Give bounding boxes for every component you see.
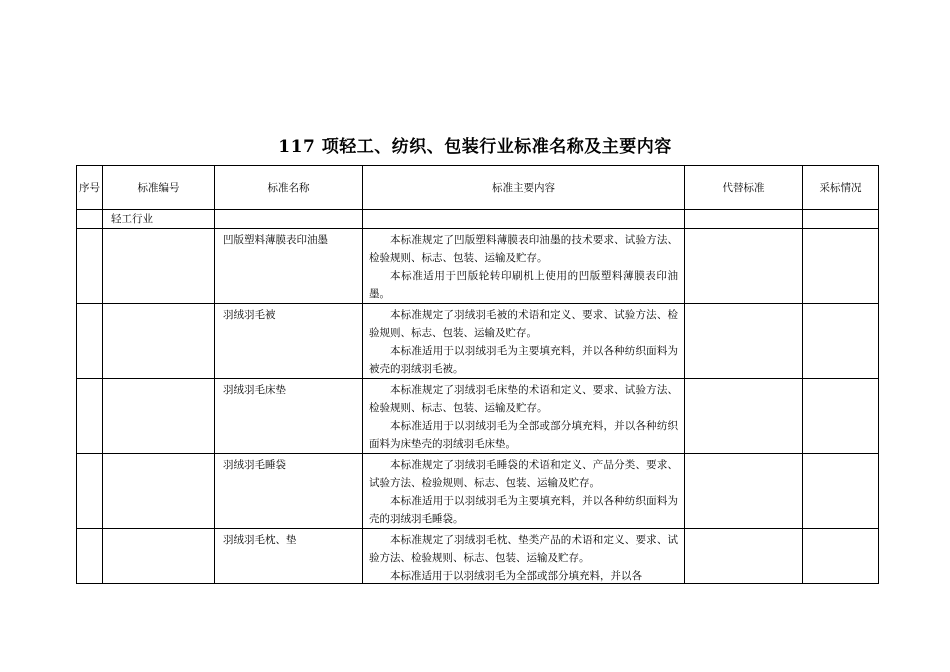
standard-content [363,304,685,379]
table-row [77,229,879,304]
header-adoption-status: 采标情况 [803,166,879,210]
standards-table [76,165,879,584]
category-label: 轻工行业 [103,210,215,229]
standard-name: 羽绒羽毛被 [215,304,363,379]
table-header-row [77,166,879,210]
table-row [77,304,879,379]
table-row [77,454,879,529]
content-applicability-paragraph: 本标准适用于以羽绒羽毛为主要填充料，并以各种纺织面料为被壳的羽绒羽毛被。 [369,345,678,375]
category-row [77,210,879,229]
table-row [77,379,879,454]
content-scope-paragraph: 本标准规定了羽绒羽毛枕、垫类产品的术语和定义、要求、试验方法、检验规则、标志、包装、运输及贮存。 [369,534,678,564]
content-applicability-paragraph: 本标准适用于以羽绒羽毛为全部或部分填充料，并以各种纺织面料为床垫壳的羽绒羽毛床垫。 [369,420,678,450]
header-seq: 序号 [77,166,103,210]
standard-name: 羽绒羽毛睡袋 [215,454,363,529]
standard-content [363,529,685,584]
header-replaced-standard: 代替标准 [685,166,803,210]
standard-content [363,229,685,304]
standard-name: 凹版塑料薄膜表印油墨 [215,229,363,304]
content-scope-paragraph: 本标准规定了羽绒羽毛床垫的术语和定义、要求、试验方法、检验规则、标志、包装、运输及贮存。 [369,384,678,414]
header-standard-code: 标准编号 [103,166,215,210]
content-scope-paragraph: 本标准规定了羽绒羽毛被的术语和定义、要求、试验方法、检验规则、标志、包装、运输及贮存。 [369,309,678,339]
header-standard-name: 标准名称 [215,166,363,210]
standard-name: 羽绒羽毛枕、垫 [215,529,363,584]
content-scope-paragraph: 本标准规定了羽绒羽毛睡袋的术语和定义、产品分类、要求、试验方法、检验规则、标志、包装、运输及贮存。 [369,459,678,489]
content-applicability-paragraph: 本标准适用于以羽绒羽毛为主要填充料，并以各种纺织面料为壳的羽绒羽毛睡袋。 [369,495,678,525]
document-title: 117 项轻工、纺织、包装行业标准名称及主要内容 [278,137,672,157]
standard-content [363,454,685,529]
content-applicability-paragraph: 本标准适用于以羽绒羽毛为全部或部分填充料，并以各 [390,570,642,582]
header-standard-content: 标准主要内容 [363,166,685,210]
table-row [77,529,879,584]
content-scope-paragraph: 本标准规定了凹版塑料薄膜表印油墨的技术要求、试验方法、检验规则、标志、包装、运输及贮存。 [369,234,678,264]
content-applicability-paragraph: 本标准适用于凹版轮转印刷机上使用的凹版塑料薄膜表印油墨。 [369,270,678,300]
standard-content [363,379,685,454]
standard-name: 羽绒羽毛床垫 [215,379,363,454]
